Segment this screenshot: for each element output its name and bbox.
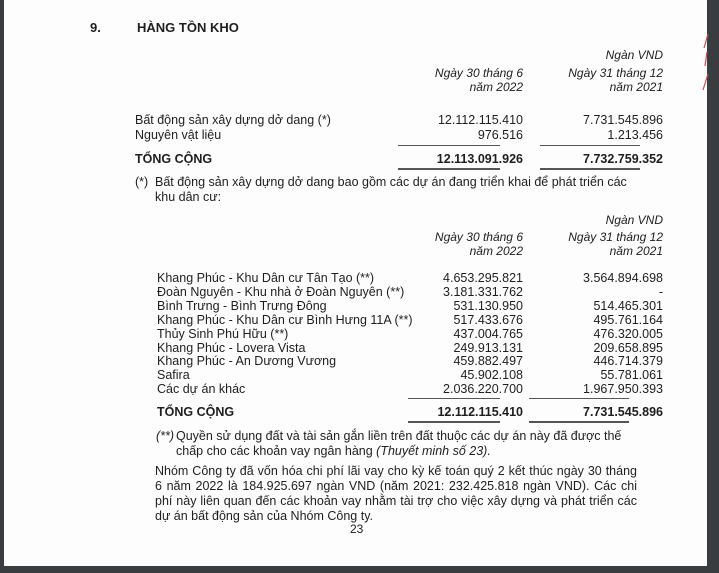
section-title: HÀNG TỒN KHO: [137, 20, 239, 35]
table1-col-2022: Ngày 30 tháng 6 năm 2022: [434, 66, 523, 94]
table2-col-2021: Ngày 31 tháng 12 năm 2021: [568, 230, 663, 258]
table2-total-value: 12.112.115.410: [437, 405, 523, 419]
total-rule: [408, 421, 500, 423]
section-number: 9.: [90, 20, 101, 35]
subtotal-rule: [529, 398, 629, 399]
table2-total-value: 7.731.545.896: [583, 405, 663, 419]
table2-row-value: 1.967.950.393: [583, 382, 663, 396]
table2-row-label: Các dự án khác: [157, 382, 246, 396]
table2-unit: Ngàn VND: [605, 213, 663, 227]
table2-row-label: Bình Trưng - Bình Trưng Đông: [157, 299, 327, 313]
note1-text: Bất động sản xây dựng dở dang bao gồm các dự án đang triển khai để phát triển các khu dân cư:: [155, 175, 627, 204]
table2-row-value: 249.913.131: [453, 341, 523, 355]
note2-marker: (**): [156, 429, 175, 443]
note2-reference: (Thuyết minh số 23).: [376, 444, 491, 458]
table2-row-label: Khang Phúc - Khu Dân cư Tân Tạo (**): [157, 271, 375, 285]
table1-unit: Ngàn VND: [605, 48, 663, 62]
table2-row-label: Đoàn Nguyên - Khu nhà ở Đoàn Nguyên (**): [157, 285, 405, 299]
table2-row-value: 3.564.894.698: [583, 271, 663, 285]
table1-total-label: TỔNG CỘNG: [135, 152, 213, 166]
note2-text: Quyền sử dụng đất và tài sản gắn liền trên đất thuộc các dự án này đã được thế chấp cho các khoản vay ngân hàng (Thuyết minh số 23).: [176, 429, 622, 458]
table1-row-value: 976.516: [477, 128, 523, 142]
table2-row-value: 476.320.005: [593, 327, 663, 341]
table2-row-value: 437.004.765: [453, 327, 523, 341]
body-paragraph: Nhóm Công ty đã vốn hóa chi phí lãi vay cho kỳ kế toán quý 2 kết thúc ngày 30 tháng 6 năm 2022 là 184.925.697 ngàn VND (năm 2021: 232.425.818 ngàn VND). Các chi phí này liên quan đến các khoản vay nhằm tài trợ cho việc xây dựng và phát triển các dự án bất động sản của Nhóm Công ty.: [155, 464, 637, 523]
subtotal-rule: [398, 145, 500, 146]
table1-row-value: 12.112.115.410: [437, 113, 523, 127]
table2-row-label: Safira: [157, 368, 190, 382]
table2-row-value: 2.036.220.700: [443, 382, 523, 396]
document-page: [4, 0, 707, 566]
table2-row-value: 517.433.676: [453, 313, 523, 327]
note1-marker: (*): [135, 175, 149, 189]
table2-row-value: 3.181.331.762: [443, 285, 523, 299]
table1-total-value: 7.732.759.352: [583, 152, 663, 166]
table2-row-value: 495.761.164: [593, 313, 663, 327]
table1-row-value: 1.213.456: [607, 128, 663, 142]
table1-total-value: 12.113.091.926: [436, 152, 523, 166]
table2-row-label: Khang Phúc - An Dương Vương: [157, 354, 337, 368]
total-rule: [398, 168, 500, 170]
table1-row-label: Bất động sản xây dựng dở dang (*): [135, 113, 331, 127]
table2-row-value: 446.714.379: [593, 354, 663, 368]
table2-col-2022: Ngày 30 tháng 6 năm 2022: [434, 230, 523, 258]
total-rule: [540, 168, 640, 170]
table2-row-value: 209.658.895: [593, 341, 663, 355]
table2-row-value: 459.882.497: [453, 354, 523, 368]
subtotal-rule: [408, 398, 500, 399]
table2-row-label: Khang Phúc - Khu Dân cư Bình Hưng 11A (**): [157, 313, 413, 327]
table2-row-value: 514.465.301: [593, 299, 663, 313]
table2-row-value: 531.130.950: [453, 299, 523, 313]
page-number: 23: [350, 522, 364, 536]
table1-row-label: Nguyên vật liệu: [135, 128, 222, 142]
table2-row-value: 45.902.108: [460, 368, 523, 382]
table2-total-label: TỔNG CỘNG: [157, 405, 235, 419]
red-stamp-mark: [702, 30, 708, 100]
subtotal-rule: [540, 145, 640, 146]
table2-row-value: 55.781.061: [600, 368, 663, 382]
table2-row-label: Khang Phúc - Lovera Vista: [157, 341, 306, 355]
table1-col-2021: Ngày 31 tháng 12 năm 2021: [568, 66, 663, 94]
table2-row-value: -: [658, 285, 663, 299]
table2-row-label: Thủy Sinh Phú Hữu (**): [157, 327, 289, 341]
table1-row-value: 7.731.545.896: [583, 113, 663, 127]
table2-row-value: 4.653.295.821: [443, 271, 523, 285]
total-rule: [529, 421, 629, 423]
